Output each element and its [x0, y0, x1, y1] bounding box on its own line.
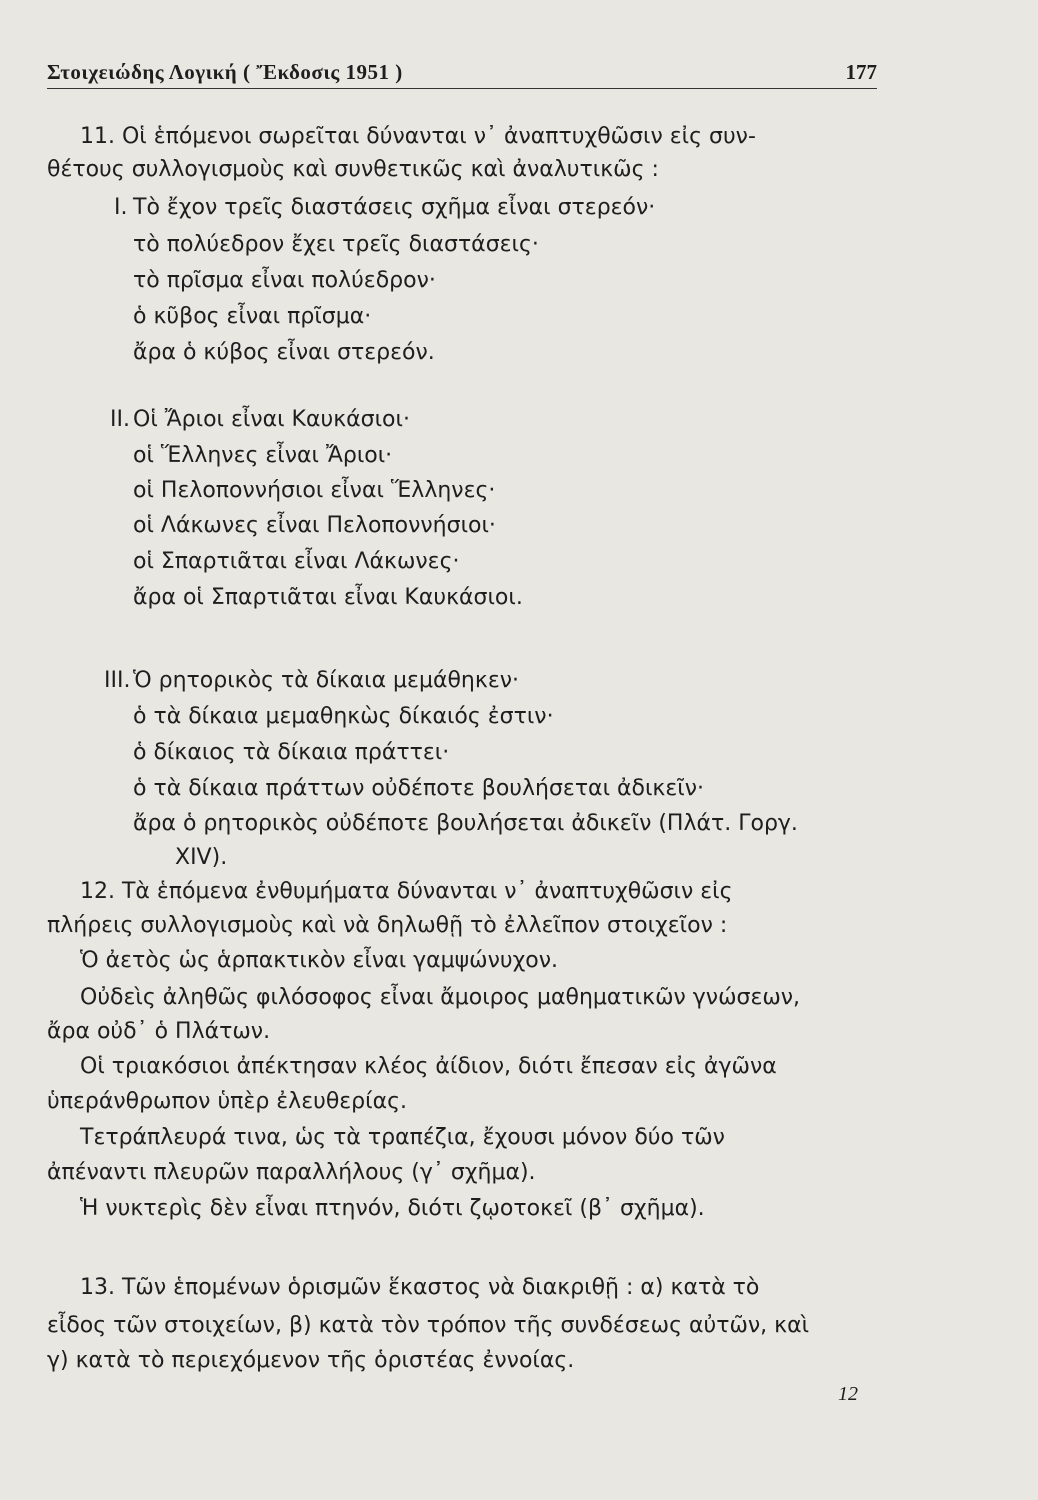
roman-numeral-1: I. [114, 195, 128, 220]
syllogism-3-line-4: ὁ τὰ δίκαια πράττων οὐδέποτε βουλήσεται ἀδικεῖν· [133, 776, 704, 801]
roman-numeral-3: III. [104, 668, 131, 693]
section-11-intro-line-1: 11. Οἱ ἑπόμενοι σωρεῖται δύνανται ν᾿ ἀναπτυχθῶσιν εἰς συν- [80, 124, 756, 149]
syllogism-3-line-3: ὁ δίκαιος τὰ δίκαια πράττει· [133, 740, 450, 765]
enthymeme-line-8: Ἡ νυκτερὶς δὲν εἶναι πτηνόν, διότι ζῳοτοκεῖ (β᾿ σχῆμα). [80, 1196, 705, 1221]
page-number: 177 [845, 60, 877, 84]
syllogism-1-line-2: τὸ πολύεδρον ἔχει τρεῖς διαστάσεις· [133, 232, 539, 257]
enthymeme-line-2: Οὐδεὶς ἀληθῶς φιλόσοφος εἶναι ἄμοιρος μαθηματικῶν γνώσεων, [80, 985, 801, 1010]
syllogism-2-line-2: οἱ Ἕλληνες εἶναι Ἄριοι· [133, 443, 393, 468]
syllogism-1-line-1: Τὸ ἔχον τρεῖς διαστάσεις σχῆμα εἶναι στερεόν· [133, 195, 656, 220]
section-12-intro-line-2: πλήρεις συλλογισμοὺς καὶ νὰ δηλωθῇ τὸ ἐλλεῖπον στοιχεῖον : [47, 913, 728, 938]
enthymeme-line-7: ἀπέναντι πλευρῶν παραλλήλους (γ᾿ σχῆμα). [47, 1160, 536, 1185]
enthymeme-line-4: Οἱ τριακόσιοι ἀπέκτησαν κλέος ἀίδιον, διότι ἔπεσαν εἰς ἀγῶνα [80, 1054, 777, 1079]
section-13-line-1: 13. Τῶν ἑπομένων ὁρισμῶν ἕκαστος νὰ διακριθῇ : α) κατὰ τὸ [80, 1275, 760, 1300]
enthymeme-line-3: ἄρα οὐδ᾿ ὁ Πλάτων. [47, 1019, 271, 1044]
enthymeme-line-5: ὑπεράνθρωπον ὑπὲρ ἐλευθερίας. [47, 1089, 407, 1114]
section-13-line-2: εἶδος τῶν στοιχείων, β) κατὰ τὸν τρόπον τῆς συνδέσεως αὐτῶν, καὶ [47, 1313, 810, 1338]
syllogism-3-line-2: ὁ τὰ δίκαια μεμαθηκὼς δίκαιός ἐστιν· [133, 704, 554, 729]
running-header [47, 60, 877, 90]
signature-mark: 12 [838, 1383, 858, 1405]
syllogism-3-line-5: ἄρα ὁ ρητορικὸς οὐδέποτε βουλήσεται ἀδικεῖν (Πλάτ. Γοργ. [133, 811, 798, 836]
syllogism-1-line-5: ἄρα ὁ κύβος εἶναι στερεόν. [133, 340, 435, 365]
running-title: Στοιχειώδης Λογική ( Ἔκδοσις 1951 ) [47, 60, 403, 84]
syllogism-3-line-6: XIV). [175, 845, 228, 870]
syllogism-3-line-1: Ὁ ρητορικὸς τὰ δίκαια μεμάθηκεν· [133, 668, 519, 693]
syllogism-2-line-4: οἱ Λάκωνες εἶναι Πελοποννήσιοι· [133, 513, 496, 538]
syllogism-2-line-3: οἱ Πελοποννήσιοι εἶναι Ἕλληνες· [133, 478, 496, 503]
section-13-line-3: γ) κατὰ τὸ περιεχόμενον τῆς ὁριστέας ἐννοίας. [47, 1348, 575, 1373]
syllogism-1-line-3: τὸ πρῖσμα εἶναι πολύεδρον· [133, 268, 436, 293]
syllogism-1-line-4: ὁ κῦβος εἶναι πρῖσμα· [133, 304, 372, 329]
syllogism-2-line-1: Οἱ Ἄριοι εἶναι Καυκάσιοι· [133, 407, 410, 432]
section-12-intro-line-1: 12. Τὰ ἑπόμενα ἐνθυμήματα δύνανται ν᾿ ἀναπτυχθῶσιν εἰς [80, 879, 733, 904]
enthymeme-line-6: Τετράπλευρά τινα, ὡς τὰ τραπέζια, ἔχουσι μόνον δύο τῶν [80, 1125, 725, 1150]
enthymeme-line-1: Ὁ ἀετὸς ὡς ἁρπακτικὸν εἶναι γαμψώνυχον. [80, 948, 559, 973]
header-rule [47, 88, 877, 89]
roman-numeral-2: II. [110, 407, 130, 432]
syllogism-2-line-5: οἱ Σπαρτιᾶται εἶναι Λάκωνες· [133, 549, 460, 574]
syllogism-2-line-6: ἄρα οἱ Σπαρτιᾶται εἶναι Καυκάσιοι. [133, 585, 523, 610]
section-11-intro-line-2: θέτους συλλογισμοὺς καὶ συνθετικῶς καὶ ἀναλυτικῶς : [47, 157, 659, 182]
